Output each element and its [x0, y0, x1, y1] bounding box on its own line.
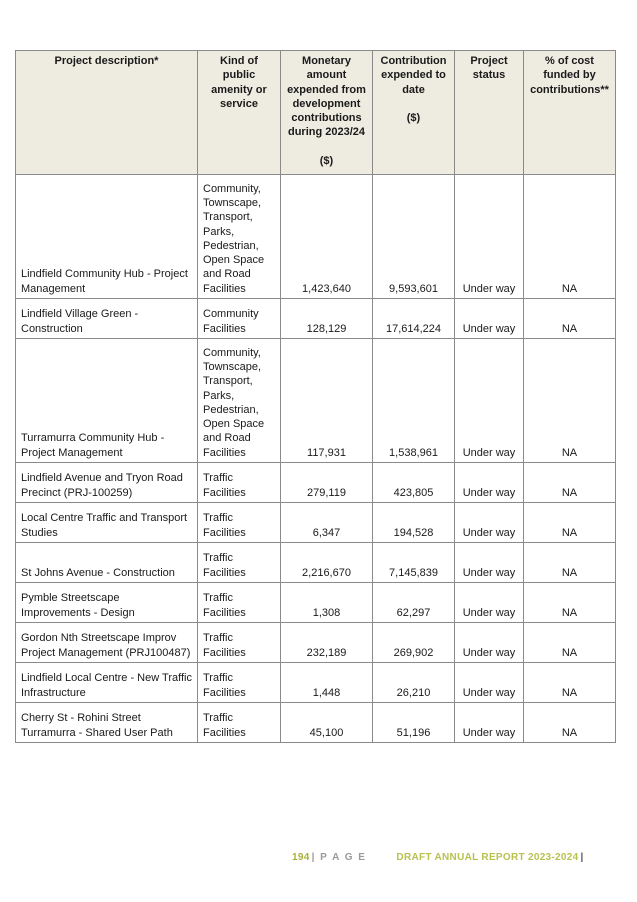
cell-status: Under way — [455, 299, 524, 339]
footer-separator: | — [580, 852, 584, 863]
cell-contribution: 7,145,839 — [373, 543, 455, 583]
cell-contribution: 194,528 — [373, 503, 455, 543]
cell-kind: Community Facilities — [198, 299, 281, 339]
cell-monetary: 128,129 — [281, 299, 373, 339]
cell-monetary: 279,119 — [281, 463, 373, 503]
cell-monetary: 1,308 — [281, 583, 373, 623]
cell-contribution: 51,196 — [373, 703, 455, 743]
cell-percent: NA — [524, 623, 616, 663]
cell-description: Lindfield Avenue and Tryon Road Precinct (PRJ-100259) — [16, 463, 198, 503]
page-footer — [292, 852, 584, 863]
cell-monetary: 1,423,640 — [281, 175, 373, 299]
cell-contribution: 9,593,601 — [373, 175, 455, 299]
cell-percent: NA — [524, 703, 616, 743]
cell-status: Under way — [455, 543, 524, 583]
cell-kind: Traffic Facilities — [198, 583, 281, 623]
cell-percent: NA — [524, 503, 616, 543]
cell-percent: NA — [524, 299, 616, 339]
cell-contribution: 1,538,961 — [373, 339, 455, 463]
cell-percent: NA — [524, 543, 616, 583]
cell-kind: Traffic Facilities — [198, 623, 281, 663]
table-row — [16, 463, 616, 503]
table-row — [16, 623, 616, 663]
report-title: DRAFT ANNUAL REPORT 2023-2024 — [396, 852, 579, 863]
cell-description: Lindfield Local Centre - New Traffic Infrastructure — [16, 663, 198, 703]
cell-description: Pymble Streetscape Improvements - Design — [16, 583, 198, 623]
cell-monetary: 2,216,670 — [281, 543, 373, 583]
table-row — [16, 663, 616, 703]
table-row — [16, 583, 616, 623]
cell-monetary: 45,100 — [281, 703, 373, 743]
cell-percent: NA — [524, 175, 616, 299]
cell-monetary: 6,347 — [281, 503, 373, 543]
cell-contribution: 423,805 — [373, 463, 455, 503]
header-monetary-unit: ($) — [319, 154, 334, 167]
header-monetary-label: Monetary amount expended from development contributions during 2023/24 — [287, 55, 366, 139]
header-project-description: Project description* — [16, 51, 198, 175]
cell-status: Under way — [455, 663, 524, 703]
cell-contribution: 26,210 — [373, 663, 455, 703]
cell-status: Under way — [455, 175, 524, 299]
cell-kind: Traffic Facilities — [198, 543, 281, 583]
cell-contribution: 17,614,224 — [373, 299, 455, 339]
cell-description: Local Centre Traffic and Transport Studies — [16, 503, 198, 543]
cell-status: Under way — [455, 623, 524, 663]
cell-status: Under way — [455, 703, 524, 743]
contributions-table — [15, 50, 616, 743]
header-project-status: Project status — [455, 51, 524, 175]
cell-contribution: 62,297 — [373, 583, 455, 623]
header-monetary-amount — [281, 51, 373, 175]
cell-description: Cherry St - Rohini Street Turramurra - Shared User Path — [16, 703, 198, 743]
table-row — [16, 543, 616, 583]
cell-description: Gordon Nth Streetscape Improv Project Management (PRJ100487) — [16, 623, 198, 663]
cell-description: St Johns Avenue - Construction — [16, 543, 198, 583]
cell-kind: Community, Townscape, Transport, Parks, Pedestrian, Open Space and Road Facilities — [198, 175, 281, 299]
page-label: | P A G E — [311, 852, 367, 863]
header-percent-funded: % of cost funded by contributions** — [524, 51, 616, 175]
cell-status: Under way — [455, 463, 524, 503]
header-contribution-label: Contribution expended to date — [380, 55, 447, 96]
cell-percent: NA — [524, 339, 616, 463]
cell-percent: NA — [524, 583, 616, 623]
table-row — [16, 339, 616, 463]
cell-percent: NA — [524, 463, 616, 503]
cell-status: Under way — [455, 583, 524, 623]
page-number: 194 — [292, 852, 310, 863]
table-row — [16, 703, 616, 743]
cell-description: Lindfield Village Green - Construction — [16, 299, 198, 339]
header-contribution-unit: ($) — [406, 111, 421, 124]
cell-kind: Traffic Facilities — [198, 703, 281, 743]
table-row — [16, 175, 616, 299]
header-contribution-to-date — [373, 51, 455, 175]
cell-percent: NA — [524, 663, 616, 703]
table-header-row — [16, 51, 616, 175]
cell-status: Under way — [455, 503, 524, 543]
table-row — [16, 503, 616, 543]
table-row — [16, 299, 616, 339]
cell-contribution: 269,902 — [373, 623, 455, 663]
cell-kind: Traffic Facilities — [198, 663, 281, 703]
cell-kind: Traffic Facilities — [198, 503, 281, 543]
header-kind-of-amenity: Kind of public amenity or service — [198, 51, 281, 175]
cell-status: Under way — [455, 339, 524, 463]
cell-kind: Community, Townscape, Transport, Parks, Pedestrian, Open Space and Road Facilities — [198, 339, 281, 463]
cell-monetary: 117,931 — [281, 339, 373, 463]
cell-description: Turramurra Community Hub - Project Management — [16, 339, 198, 463]
cell-monetary: 232,189 — [281, 623, 373, 663]
cell-description: Lindfield Community Hub - Project Management — [16, 175, 198, 299]
cell-kind: Traffic Facilities — [198, 463, 281, 503]
cell-monetary: 1,448 — [281, 663, 373, 703]
